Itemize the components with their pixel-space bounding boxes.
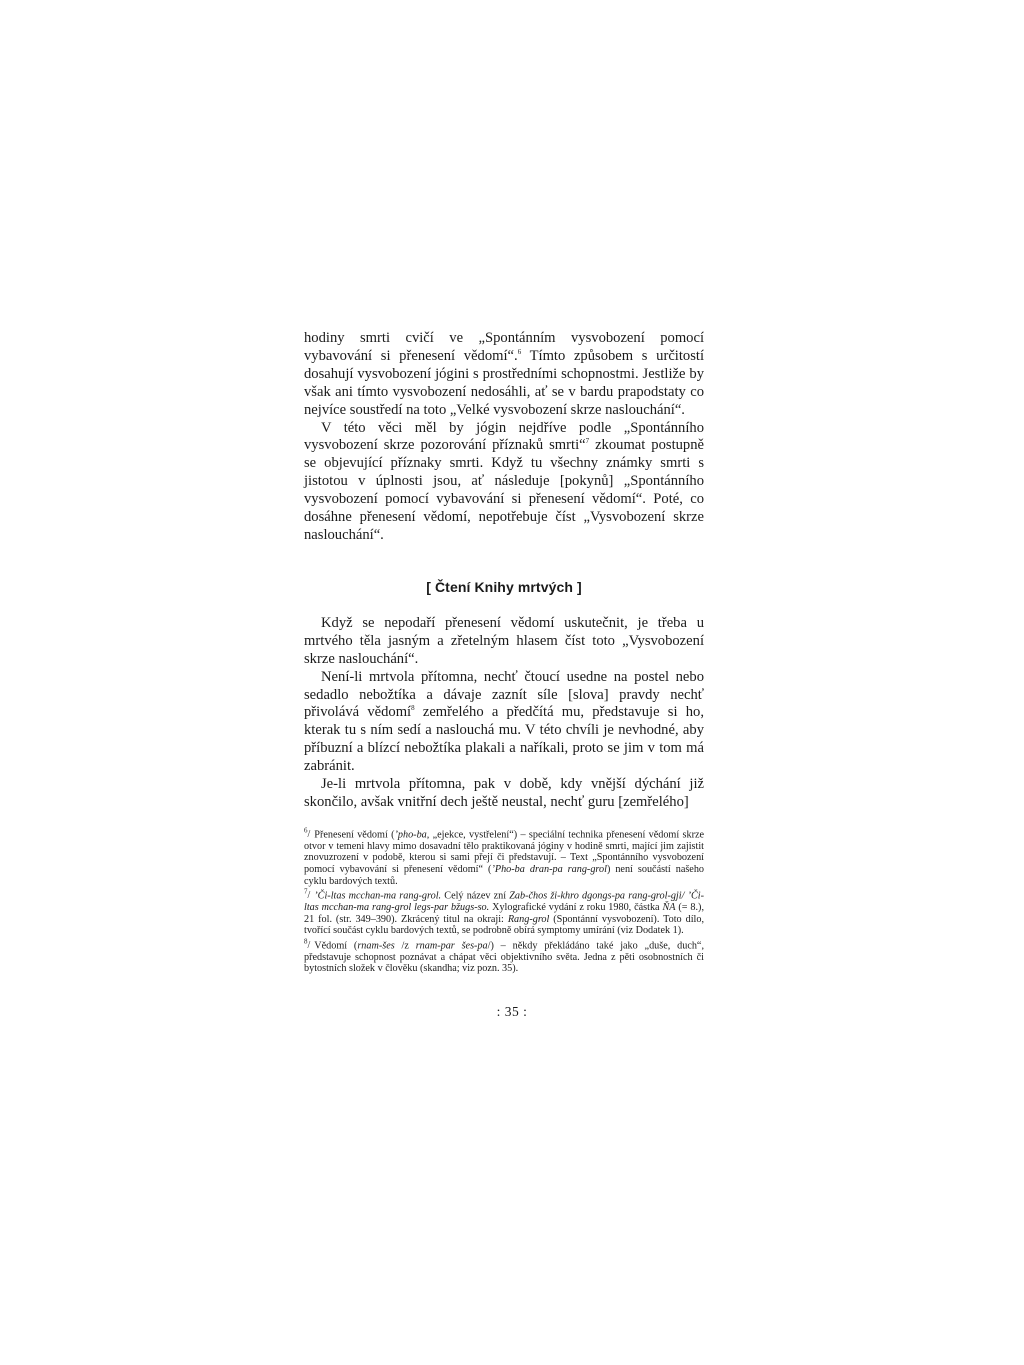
footnote-italic-text: rnam-šes [357, 940, 395, 952]
footnote-italic-text: rnam-par šes-pa [415, 940, 488, 952]
paragraph-text: zkoumat postupně se objevující příznaky smrti. Když tu všechny známky smrti s jistotou v úplnosti jsou, ať následuje [pokynů] „Spontánního vysvobození pomocí vybavování si přenesení vědomí“. Poté, co dosáhne přenesení vědomí, nepotřebuje číst „Vysvobození skrze naslouchání“. [304, 437, 704, 543]
footnote [304, 826, 704, 887]
footnote [304, 887, 704, 937]
footnotes [304, 826, 704, 975]
footnote-text: /z [394, 940, 416, 952]
footnote-text: Přenesení vědomí ( [314, 829, 395, 841]
page-number: : 35 : [496, 1004, 528, 1019]
section-heading: [ Čtení Knihy mrtvých ] [426, 578, 582, 595]
footnote [304, 937, 704, 975]
paragraph [304, 330, 704, 420]
footnote-ref: 7 [585, 437, 590, 446]
paragraph: Když se nepodaří přenesení vědomí uskutečnit, je třeba u mrtvého těla jasným a zřetelným hlasem číst toto „Vysvobození skrze naslouchání“. [304, 614, 704, 667]
paragraph-text: hodiny smrti cvičí ve „Spontánním vysvobození pomocí vybavování si přenesení vědomí“. [304, 330, 704, 364]
footnote-text: Vědomí ( [314, 940, 358, 952]
footnote-italic-text: ’Pho-ba dran-pa rang-grol [491, 863, 607, 875]
footnote-mark: $^7$/ [304, 888, 311, 902]
footnote-italic-text: Zab-čhos ži-khro dgongs-pa rang-grol-gji/ ’Či-ltas mcchan-ma rang-grol legs-par bžugs-so. [304, 890, 705, 914]
footnote-text: /) – někdy překládáno také jako „duše, duch“, představuje schopnost poznávat a chápat věci objektivního světa. Jedna z pěti osobnostních či bytostních složek v člověku (skandha; viz pozn. 35). [304, 940, 705, 975]
paragraph [304, 669, 704, 776]
paragraph-text: V této věci měl by jógin nejdříve podle „Spontánního vysvobození skrze pozorování příznaků smrti“ [304, 419, 704, 454]
footnote-italic-text: ŇA [662, 902, 676, 914]
paragraph-text: Není-li mrtvola přítomna, nechť čtoucí usedne na postel nebo sedadlo nebožtíka a dávaje zaznít síle [slova] pravdy nechť přivolává vědomí [304, 668, 704, 721]
footnote-italic-text: ’Či-ltas mcchan-ma rang-grol. [314, 890, 442, 902]
footnote-number: 8 [304, 937, 308, 946]
footnote-text: ) není součástí našeho cyklu bardových textů. [304, 863, 705, 887]
footnote-text: Celý název zní [441, 890, 510, 902]
section-top [304, 330, 704, 545]
footnote-text: (= 8.), 21 fol. (str. 349–390). Zkrácený titul na okraji: [304, 902, 704, 925]
footnote-number: 7 [304, 888, 308, 897]
paragraph: Je-li mrtvola přítomna, pak v době, kdy vnější dýchání již skončilo, avšak vnitřní dech ještě neustal, nechť guru [zemřelého] [304, 776, 704, 810]
paragraph [304, 420, 704, 545]
section-bottom [304, 615, 704, 812]
footnote-number: 6 [304, 826, 308, 835]
paragraph-text: Tímto způsobem s určitostí dosahují vysvobození jógini s prostředními schopnostmi. Jestliže by však ani tímto vysvobození nedosáhli, ať se v bardu prapodstaty co nejvíce soustředí na toto „Velké vysvobození skrze naslouchání“. [304, 347, 704, 418]
footnote-italic-text: Rang-grol [507, 913, 550, 925]
footnote-italic-text: ’pho-ba, [394, 829, 430, 841]
footnote-mark: $^8$/ [304, 937, 311, 952]
footnote-ref: 8 [411, 704, 415, 713]
paragraph-text: zemřelého a předčítá mu, představuje si ho, kterak tu s ním sedí a naslouchá mu. V této chvíli je nevhodné, aby příbuzní a blízcí nebožtíka plakali a naříkali, proto se jim v tom má zabránit. [304, 704, 704, 775]
footnote-text: Xylografické vydání z roku 1980, částka [489, 902, 663, 914]
footnote-text: (Spontánní vysvobození). Toto dílo, tvořící součást cyklu bardových textů, se podrobně obírá symptomy umírání (viz Dodatek 1). [304, 913, 704, 937]
footnote-mark: $^6$/ [304, 826, 311, 841]
text-block [304, 330, 704, 975]
footnote-ref: 6 [517, 348, 522, 357]
footnote-text: „ejekce, vystřelení“) – speciální technika přenesení vědomí skrze otvor v temeni hlavy mimo dosavadní tělo praktikovaná jóginy v hodině smrti, mající jim zajistit znovuzrození v podobě, kterou si sami přejí či představují. – Text „Spontánního vysvobození pomocí vybavování si přenesení vědomí“ ( [304, 829, 704, 875]
